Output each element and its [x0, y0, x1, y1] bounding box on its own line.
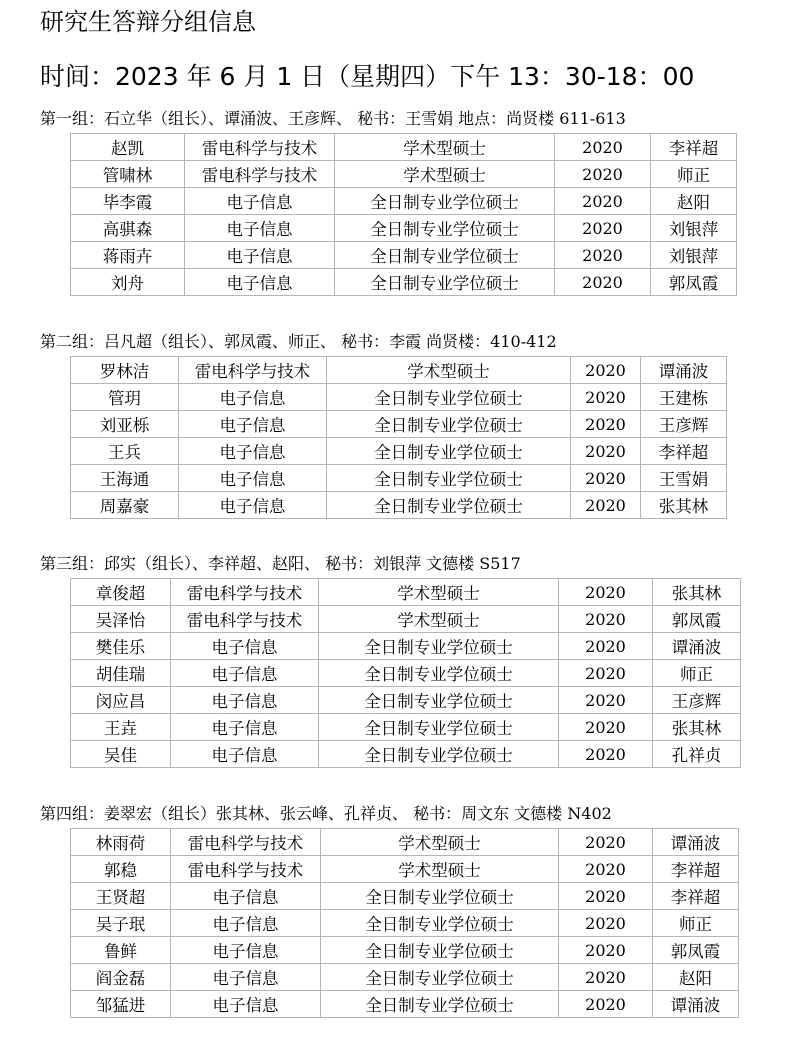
- degree-type-cell: 学术型硕士: [319, 606, 559, 633]
- degree-type-cell: 全日制专业学位硕士: [327, 492, 571, 519]
- degree-type-cell: 全日制专业学位硕士: [319, 633, 559, 660]
- degree-type-cell: 全日制专业学位硕士: [327, 465, 571, 492]
- table-row: [71, 411, 727, 438]
- year-cell: 2020: [559, 606, 653, 633]
- advisor-cell: 师正: [651, 161, 737, 188]
- student-name-cell: 吴子珉: [71, 910, 171, 937]
- student-name-cell: 毕李霞: [71, 188, 185, 215]
- table-row: [71, 579, 741, 606]
- degree-type-cell: 学术型硕士: [321, 829, 559, 856]
- student-name-cell: 王垚: [71, 714, 171, 741]
- degree-type-cell: 全日制专业学位硕士: [321, 964, 559, 991]
- major-cell: 电子信息: [171, 883, 321, 910]
- year-cell: 2020: [559, 883, 653, 910]
- advisor-cell: 李祥超: [653, 883, 739, 910]
- table-row: [71, 964, 739, 991]
- year-cell: 2020: [559, 856, 653, 883]
- degree-type-cell: 全日制专业学位硕士: [319, 741, 559, 768]
- year-cell: 2020: [559, 633, 653, 660]
- page-title: 研究生答辩分组信息: [40, 8, 256, 36]
- year-cell: 2020: [559, 579, 653, 606]
- major-cell: 电子信息: [179, 384, 327, 411]
- advisor-cell: 郭凤霞: [653, 937, 739, 964]
- group-member-table: [70, 828, 739, 1018]
- year-cell: 2020: [559, 964, 653, 991]
- advisor-cell: 张其林: [653, 714, 741, 741]
- degree-type-cell: 全日制专业学位硕士: [327, 411, 571, 438]
- degree-type-cell: 学术型硕士: [335, 161, 555, 188]
- major-cell: 雷电科学与技术: [171, 579, 319, 606]
- major-cell: 电子信息: [171, 633, 319, 660]
- degree-type-cell: 全日制专业学位硕士: [327, 384, 571, 411]
- major-cell: 电子信息: [179, 465, 327, 492]
- advisor-cell: 刘银萍: [651, 215, 737, 242]
- major-cell: 电子信息: [171, 964, 321, 991]
- student-name-cell: 管啸林: [71, 161, 185, 188]
- degree-type-cell: 全日制专业学位硕士: [321, 910, 559, 937]
- table-row: [71, 937, 739, 964]
- student-name-cell: 刘舟: [71, 269, 185, 296]
- group-header: 第三组：邱实（组长）、李祥超、赵阳、 秘书：刘银萍 文德楼 S517: [40, 554, 521, 573]
- student-name-cell: 高骐森: [71, 215, 185, 242]
- advisor-cell: 王建栋: [641, 384, 727, 411]
- major-cell: 雷电科学与技术: [171, 829, 321, 856]
- degree-type-cell: 全日制专业学位硕士: [335, 242, 555, 269]
- student-name-cell: 邹猛进: [71, 991, 171, 1018]
- table-row: [71, 357, 727, 384]
- degree-type-cell: 全日制专业学位硕士: [319, 687, 559, 714]
- major-cell: 雷电科学与技术: [171, 606, 319, 633]
- major-cell: 雷电科学与技术: [185, 161, 335, 188]
- advisor-cell: 李祥超: [653, 856, 739, 883]
- year-cell: 2020: [559, 741, 653, 768]
- year-cell: 2020: [571, 438, 641, 465]
- major-cell: 电子信息: [185, 215, 335, 242]
- degree-type-cell: 全日制专业学位硕士: [321, 991, 559, 1018]
- student-name-cell: 蒋雨卉: [71, 242, 185, 269]
- table-row: [71, 215, 737, 242]
- student-name-cell: 郭稳: [71, 856, 171, 883]
- advisor-cell: 郭凤霞: [653, 606, 741, 633]
- group-member-table: [70, 578, 741, 768]
- year-cell: 2020: [571, 465, 641, 492]
- table-row: [71, 465, 727, 492]
- student-name-cell: 刘亚栎: [71, 411, 179, 438]
- advisor-cell: 张其林: [641, 492, 727, 519]
- student-name-cell: 吴佳: [71, 741, 171, 768]
- year-cell: 2020: [555, 269, 651, 296]
- student-name-cell: 阎金磊: [71, 964, 171, 991]
- table-row: [71, 242, 737, 269]
- degree-type-cell: 学术型硕士: [335, 134, 555, 161]
- student-name-cell: 林雨荷: [71, 829, 171, 856]
- table-row: [71, 660, 741, 687]
- advisor-cell: 李祥超: [641, 438, 727, 465]
- advisor-cell: 谭涌波: [653, 991, 739, 1018]
- major-cell: 电子信息: [171, 741, 319, 768]
- table-row: [71, 633, 741, 660]
- major-cell: 电子信息: [185, 269, 335, 296]
- advisor-cell: 赵阳: [653, 964, 739, 991]
- table-row: [71, 606, 741, 633]
- advisor-cell: 谭涌波: [641, 357, 727, 384]
- student-name-cell: 胡佳瑞: [71, 660, 171, 687]
- degree-type-cell: 学术型硕士: [327, 357, 571, 384]
- major-cell: 电子信息: [185, 188, 335, 215]
- major-cell: 电子信息: [171, 937, 321, 964]
- student-name-cell: 樊佳乐: [71, 633, 171, 660]
- advisor-cell: 刘银萍: [651, 242, 737, 269]
- table-row: [71, 161, 737, 188]
- advisor-cell: 王雪娟: [641, 465, 727, 492]
- schedule-time: 时间：2023 年 6 月 1 日（星期四）下午 13：30-18：00: [40, 62, 695, 91]
- major-cell: 电子信息: [171, 991, 321, 1018]
- major-cell: 电子信息: [171, 687, 319, 714]
- degree-type-cell: 全日制专业学位硕士: [335, 215, 555, 242]
- group-member-table: [70, 133, 737, 296]
- student-name-cell: 赵凯: [71, 134, 185, 161]
- degree-type-cell: 全日制专业学位硕士: [335, 188, 555, 215]
- advisor-cell: 王彦辉: [653, 687, 741, 714]
- student-name-cell: 周嘉豪: [71, 492, 179, 519]
- group-header: 第四组：姜翠宏（组长）张其林、张云峰、孔祥贞、 秘书：周文东 文德楼 N402: [40, 804, 612, 823]
- year-cell: 2020: [555, 242, 651, 269]
- group-header: 第一组：石立华（组长）、谭涌波、王彦辉、 秘书：王雪娟 地点：尚贤楼 611-613: [40, 109, 626, 128]
- major-cell: 雷电科学与技术: [185, 134, 335, 161]
- year-cell: 2020: [555, 134, 651, 161]
- student-name-cell: 吴泽怡: [71, 606, 171, 633]
- degree-type-cell: 全日制专业学位硕士: [319, 714, 559, 741]
- table-row: [71, 269, 737, 296]
- major-cell: 电子信息: [179, 492, 327, 519]
- advisor-cell: 谭涌波: [653, 633, 741, 660]
- table-row: [71, 188, 737, 215]
- degree-type-cell: 学术型硕士: [319, 579, 559, 606]
- degree-type-cell: 全日制专业学位硕士: [335, 269, 555, 296]
- table-row: [71, 384, 727, 411]
- advisor-cell: 李祥超: [651, 134, 737, 161]
- major-cell: 电子信息: [185, 242, 335, 269]
- table-row: [71, 991, 739, 1018]
- major-cell: 电子信息: [171, 714, 319, 741]
- degree-type-cell: 全日制专业学位硕士: [319, 660, 559, 687]
- major-cell: 雷电科学与技术: [179, 357, 327, 384]
- year-cell: 2020: [559, 937, 653, 964]
- major-cell: 电子信息: [171, 910, 321, 937]
- year-cell: 2020: [559, 687, 653, 714]
- table-row: [71, 687, 741, 714]
- year-cell: 2020: [555, 215, 651, 242]
- advisor-cell: 郭凤霞: [651, 269, 737, 296]
- student-name-cell: 王海通: [71, 465, 179, 492]
- major-cell: 雷电科学与技术: [171, 856, 321, 883]
- student-name-cell: 管玥: [71, 384, 179, 411]
- group-header: 第二组：吕凡超（组长）、郭凤霞、师正、 秘书：李霞 尚贤楼：410-412: [40, 332, 557, 351]
- year-cell: 2020: [571, 411, 641, 438]
- year-cell: 2020: [559, 910, 653, 937]
- degree-type-cell: 学术型硕士: [321, 856, 559, 883]
- student-name-cell: 章俊超: [71, 579, 171, 606]
- year-cell: 2020: [559, 660, 653, 687]
- student-name-cell: 王贤超: [71, 883, 171, 910]
- year-cell: 2020: [559, 829, 653, 856]
- major-cell: 电子信息: [171, 660, 319, 687]
- table-row: [71, 492, 727, 519]
- table-row: [71, 910, 739, 937]
- year-cell: 2020: [559, 714, 653, 741]
- table-row: [71, 438, 727, 465]
- degree-type-cell: 全日制专业学位硕士: [327, 438, 571, 465]
- major-cell: 电子信息: [179, 438, 327, 465]
- year-cell: 2020: [555, 188, 651, 215]
- table-row: [71, 856, 739, 883]
- table-row: [71, 883, 739, 910]
- advisor-cell: 师正: [653, 660, 741, 687]
- table-row: [71, 714, 741, 741]
- advisor-cell: 赵阳: [651, 188, 737, 215]
- year-cell: 2020: [559, 991, 653, 1018]
- student-name-cell: 鲁鲜: [71, 937, 171, 964]
- student-name-cell: 闵应昌: [71, 687, 171, 714]
- year-cell: 2020: [555, 161, 651, 188]
- table-row: [71, 741, 741, 768]
- advisor-cell: 师正: [653, 910, 739, 937]
- degree-type-cell: 全日制专业学位硕士: [321, 883, 559, 910]
- table-row: [71, 134, 737, 161]
- student-name-cell: 罗林洁: [71, 357, 179, 384]
- advisor-cell: 孔祥贞: [653, 741, 741, 768]
- degree-type-cell: 全日制专业学位硕士: [321, 937, 559, 964]
- year-cell: 2020: [571, 492, 641, 519]
- year-cell: 2020: [571, 384, 641, 411]
- student-name-cell: 王兵: [71, 438, 179, 465]
- advisor-cell: 王彦辉: [641, 411, 727, 438]
- major-cell: 电子信息: [179, 411, 327, 438]
- advisor-cell: 谭涌波: [653, 829, 739, 856]
- advisor-cell: 张其林: [653, 579, 741, 606]
- table-row: [71, 829, 739, 856]
- year-cell: 2020: [571, 357, 641, 384]
- group-member-table: [70, 356, 727, 519]
